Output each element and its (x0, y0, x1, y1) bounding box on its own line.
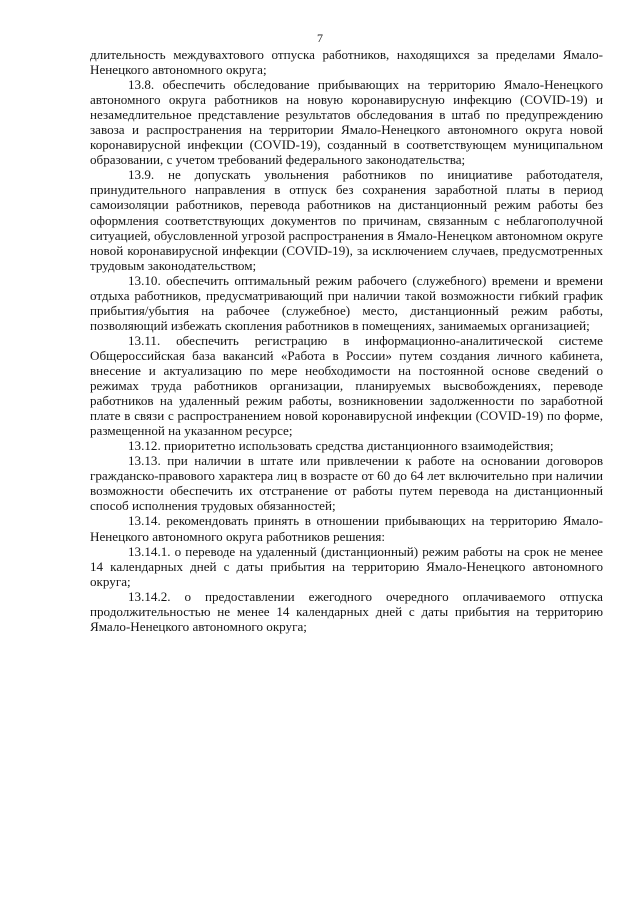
paragraph-13-11: 13.11. обеспечить регистрацию в информационно-аналитической системе Общероссийская база вакансий «Работа в России» путем создания личного кабинета, внесение и актуализацию по мере необходимости на постоянной основе сведений о режимах труда работников организации, планируемых высвобождениях, переводе работников на удаленный режим работы, возникновении задолженности по заработной плате в связи с распространением новой коронавирусной инфекции (COVID-19) по форме, размещенной на указанном ресурсе; (90, 332, 603, 439)
paragraph-13-14-1: 13.14.1. о переводе на удаленный (дистанционный) режим работы на срок не менее 14 календарных дней с даты прибытия на территорию Ямало-Ненецкого автономного округа; (90, 543, 603, 589)
paragraph-13-8: 13.8. обеспечить обследование прибывающих на территорию Ямало-Ненецкого автономного округа работников на новую коронавирусную инфекцию (COVID-19) и незамедлительное представление результатов обследования в штаб по предупреждению завоза и распространения на территории Ямало-Ненецкого автономного округа новой коронавирусной инфекции (COVID-19), созданный в соответствующем муниципальном образовании, с учетом требований федерального законодательства; (90, 77, 603, 168)
page-number: 7 (317, 31, 323, 45)
document-body (90, 47, 603, 634)
paragraph-13-12: 13.12. приоритетно использовать средства дистанционного взаимодействия; (128, 438, 554, 454)
paragraph-13-13: 13.13. при наличии в штате или привлечении к работе на основании договоров гражданско-правового характера лиц в возрасте от 60 до 64 лет включительно при наличии возможности обеспечить их отстранение от работы путем перевода на дистанционный способ исполнения трудовых обязанностей; (90, 453, 603, 514)
paragraph-continuation: длительность междувахтового отпуска работников, находящихся за пределами Ямало-Ненецкого автономного округа; (90, 47, 603, 78)
paragraph-13-9: 13.9. не допускать увольнения работников по инициативе работодателя, принудительного направления в отпуск без сохранения заработной платы в период самоизоляции работников, перевода работников на дистанционный режим работы без оформления соответствующих документов по причинам, связанным с неблагополучной ситуацией, обусловленной угрозой распространения в Ямало-Ненецком автономном округе новой коронавирусной инфекции (COVID-19), за исключением случаев, предусмотренных трудовым законодательством; (90, 167, 603, 273)
paragraph-13-14: 13.14. рекомендовать принять в отношении прибывающих на территорию Ямало-Ненецкого автономного округа работников решения: (90, 513, 603, 544)
paragraph-13-10: 13.10. обеспечить оптимальный режим рабочего (служебного) времени и времени отдыха работников, предусматривающий при наличии такой возможности гибкий график прибытия/убытия на рабочее (служебное) место, дистанционный режим работы, позволяющий избежать скопления работников в помещениях, занимаемых организацией; (90, 272, 603, 333)
paragraph-13-14-2: 13.14.2. о предоставлении ежегодного очередного оплачиваемого отпуска продолжительностью не менее 14 календарных дней с даты прибытия на территорию Ямало-Ненецкого автономного округа; (90, 588, 603, 634)
